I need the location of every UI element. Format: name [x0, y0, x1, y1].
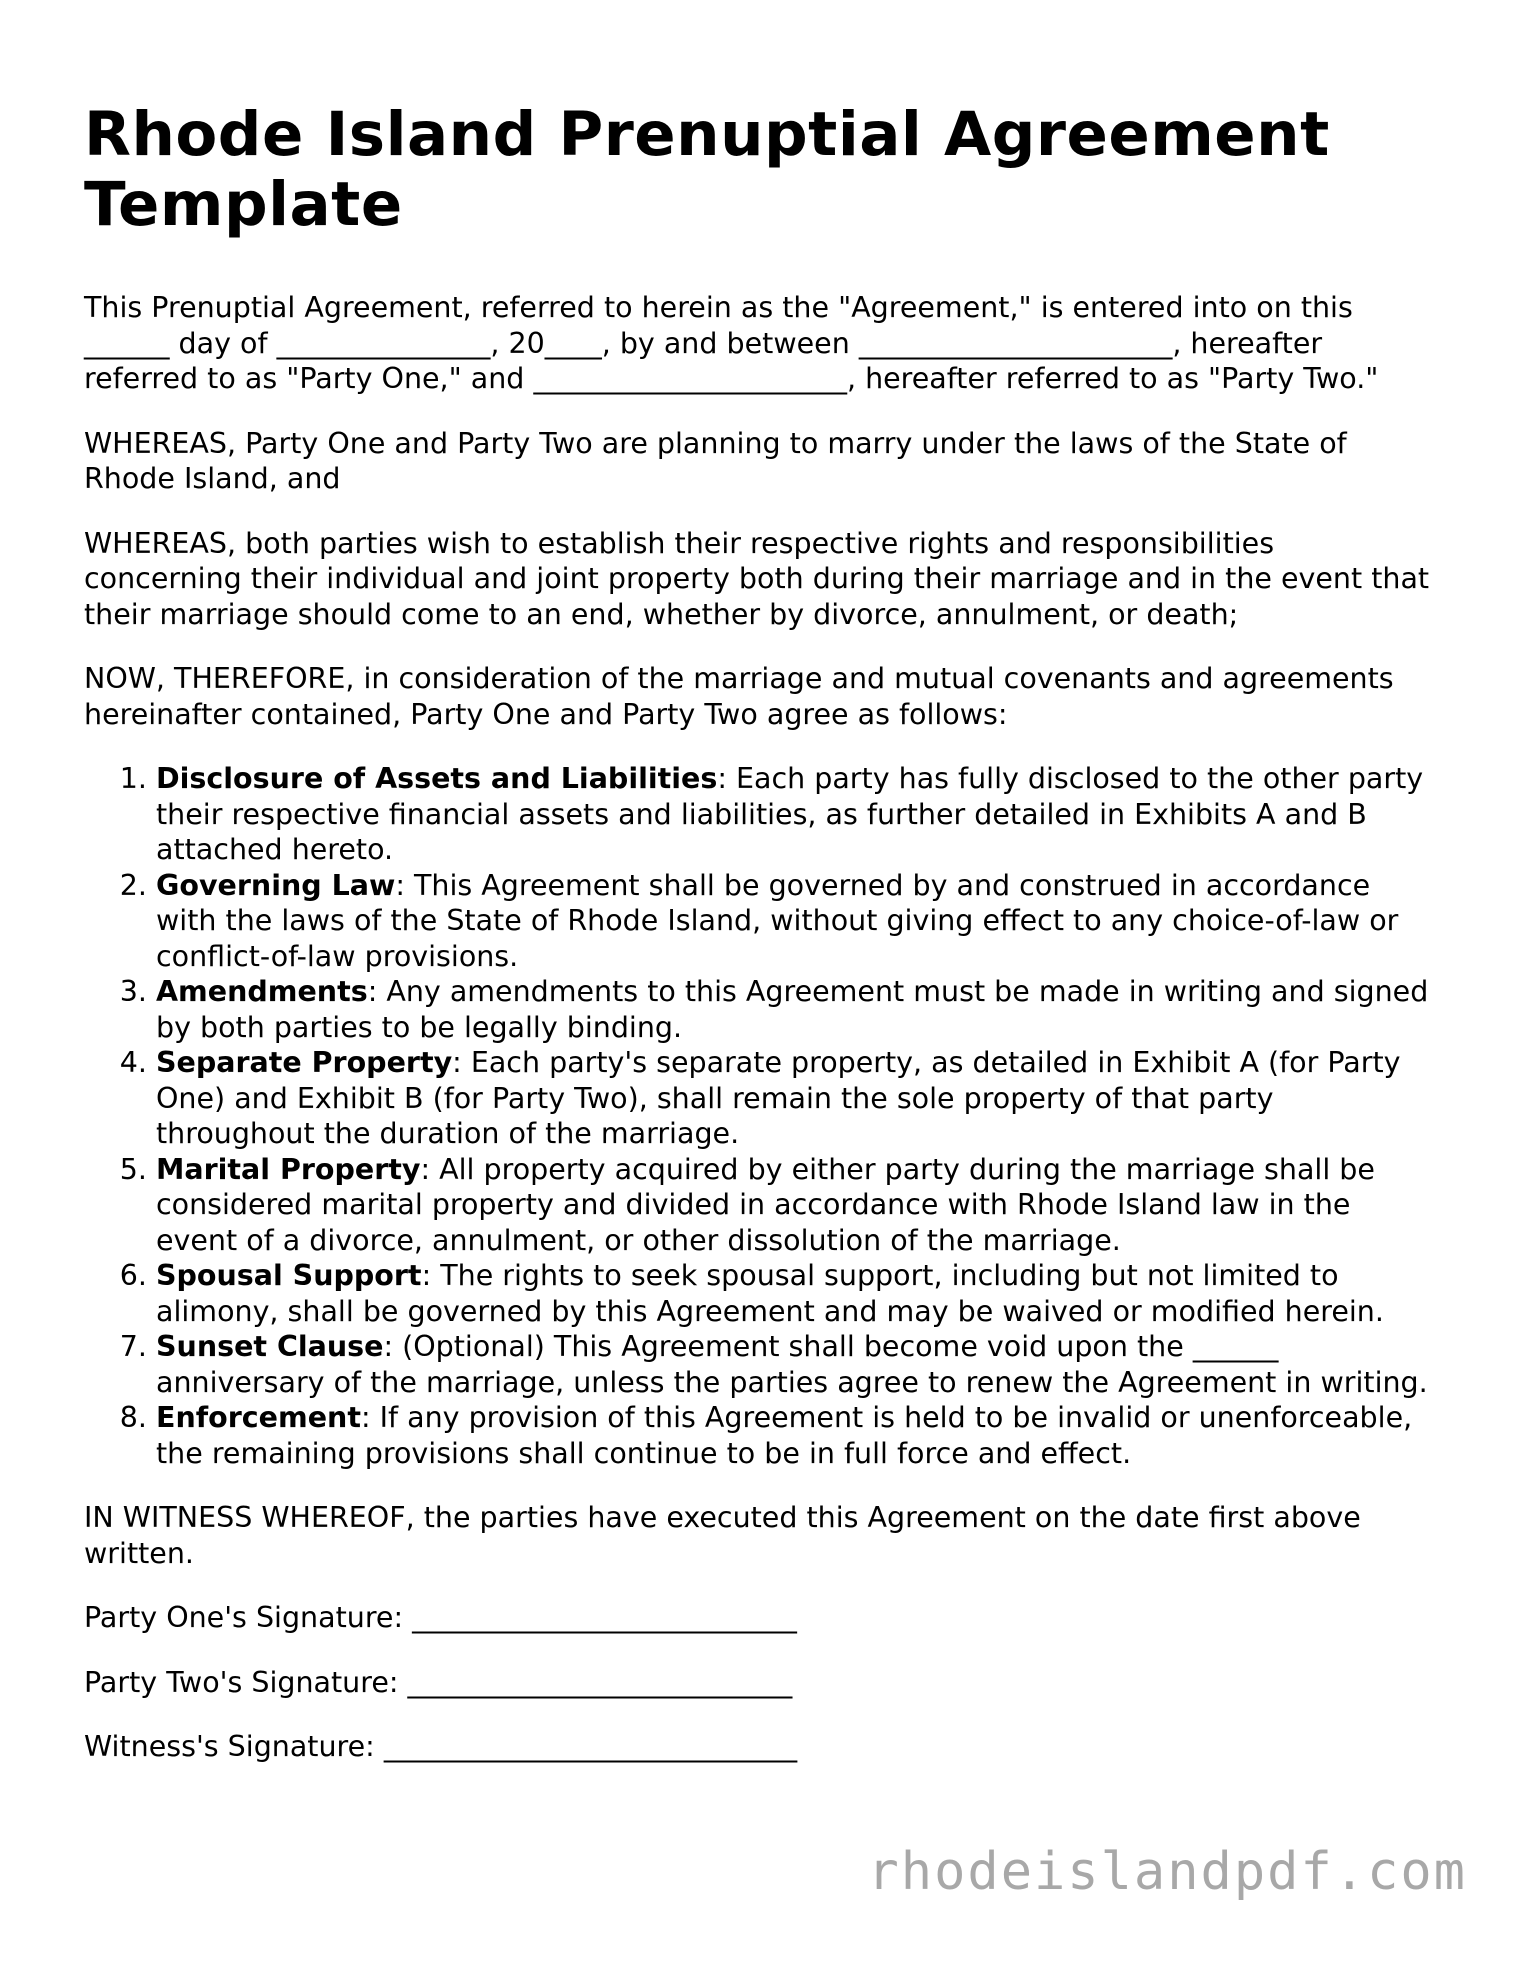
- clause-text: : If any provision of this Agreement is held to be invalid or unenforceable, the remaining provisions shall continue to be in full force and effect.: [156, 1401, 1413, 1470]
- clause-item: [156, 1329, 1434, 1400]
- site-watermark: rhodeislandpdf.com: [867, 1842, 1467, 1902]
- intro-paragraph: This Prenuptial Agreement, referred to herein as the "Agreement," is entered into on this ______ day of _______________, 20____, by and between ______________________, hereafter referred to as "Party One," and ______________________, hereafter referred to as "Party Two.": [84, 291, 1379, 395]
- whereas-paragraph-1: WHEREAS, Party One and Party Two are planning to marry under the laws of the State of Rhode Island, and: [84, 426, 1347, 495]
- clause-heading: Disclosure of Assets and Liabilities: [156, 762, 718, 795]
- clause-heading: Sunset Clause: [156, 1330, 384, 1363]
- document-page: [84, 100, 1434, 1794]
- clause-item: [156, 974, 1434, 1045]
- now-therefore-paragraph: NOW, THEREFORE, in consideration of the marriage and mutual covenants and agreements hereinafter contained, Party One and Party Two agree as follows:: [84, 662, 1394, 731]
- clause-heading: Marital Property: [156, 1152, 421, 1186]
- clause-item: [156, 1152, 1434, 1259]
- clause-item: [156, 1400, 1434, 1471]
- clause-heading: Spousal Support: [156, 1259, 422, 1292]
- in-witness-paragraph: IN WITNESS WHEREOF, the parties have executed this Agreement on the date first above written.: [84, 1501, 1361, 1570]
- clause-text: : Each party has fully disclosed to the other party their respective financial assets and liabilities, as further detailed in Exhibits A and B attached hereto.: [156, 762, 1424, 866]
- party-one-signature-line: Party One's Signature: ___________________________: [84, 1601, 797, 1634]
- party-two-signature-line: Party Two's Signature: ___________________________: [84, 1665, 793, 1699]
- clause-text: : Any amendments to this Agreement must be made in writing and signed by both parties to be legally binding.: [156, 975, 1429, 1044]
- clause-heading: Amendments: [156, 975, 368, 1008]
- clause-item: [156, 761, 1434, 868]
- witness-signature-line: Witness's Signature: _____________________________: [84, 1730, 798, 1763]
- clause-text: : Each party's separate property, as detailed in Exhibit A (for Party One) and Exhibit B (for Party Two), shall remain the sole property of that party throughout the duration of the marriage.: [156, 1046, 1401, 1150]
- clause-text: : This Agreement shall be governed by and construed in accordance with the laws of the State of Rhode Island, without giving effect to any choice-of-law or conflict-of-law provisions.: [156, 868, 1399, 973]
- clause-text: : (Optional) This Agreement shall become void upon the ______ anniversary of the marriage, unless the parties agree to renew the Agreement in writing.: [156, 1330, 1428, 1399]
- clause-text: : The rights to seek spousal support, including but not limited to alimony, shall be governed by this Agreement and may be waived or modified herein.: [156, 1259, 1384, 1328]
- clause-heading: Separate Property: [156, 1046, 453, 1079]
- clause-heading: Governing Law: [156, 868, 396, 902]
- clause-item: [156, 868, 1434, 975]
- clause-heading: Enforcement: [156, 1401, 361, 1434]
- document-title: Rhode Island Prenuptial Agreement Template: [84, 99, 1330, 240]
- clauses-list: [84, 761, 1434, 1471]
- clause-item: [156, 1045, 1434, 1152]
- clause-item: [156, 1258, 1434, 1329]
- whereas-paragraph-2: WHEREAS, both parties wish to establish their respective rights and responsibilities concerning their individual and joint property both during their marriage and in the event that their marriage should come to an end, whether by divorce, annulment, or death;: [84, 526, 1430, 631]
- clause-text: : All property acquired by either party during the marriage shall be considered marital property and divided in accordance with Rhode Island law in the event of a divorce, annulment, or other dissolution of the marriage.: [156, 1152, 1375, 1257]
